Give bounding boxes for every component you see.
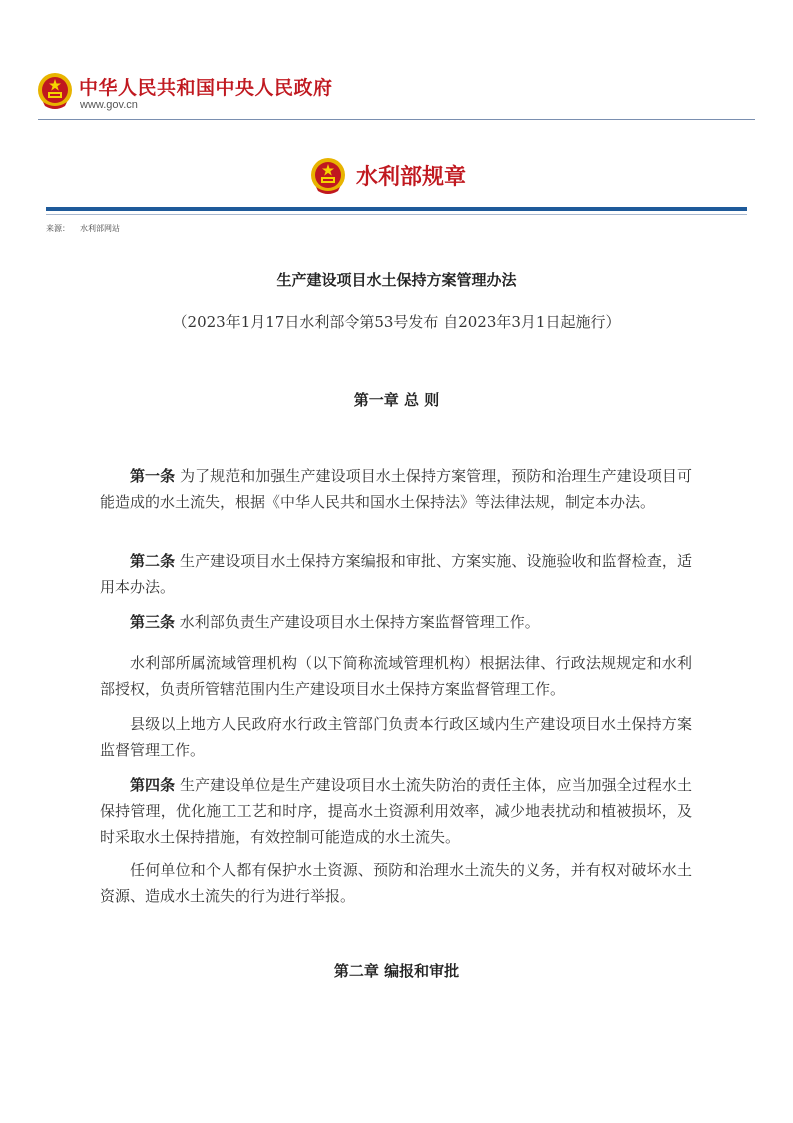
banner-divider-thin <box>46 214 747 215</box>
article-paragraph <box>100 772 692 850</box>
article-text: 生产建设单位是生产建设项目水土流失防治的责任主体，应当加强全过程水土保持管理，优化施工工艺和时序，提高水土资源利用效率，减少地表扰动和植被损坏，及时采取水土保持措施，有效控制可能造成的水土流失。 <box>100 776 692 846</box>
header-divider <box>38 119 755 120</box>
document-title: 生产建设项目水土保持方案管理办法 <box>276 271 517 289</box>
site-url[interactable]: www.gov.cn <box>80 99 138 111</box>
national-emblem-icon <box>309 157 347 195</box>
article-text: 水利部负责生产建设项目水土保持方案监督管理工作。 <box>179 613 540 631</box>
site-title[interactable]: 中华人民共和国中央人民政府 <box>79 77 333 99</box>
section-title: 水利部规章 <box>356 164 467 190</box>
article-paragraph <box>100 548 692 600</box>
article-label: 第三条 <box>130 613 176 631</box>
article-text: 生产建设项目水土保持方案编报和审批、方案实施、设施验收和监督检查，适用本办法。 <box>100 552 692 596</box>
article-label: 第二条 <box>130 552 176 570</box>
source-line <box>46 223 120 234</box>
article-paragraph <box>100 650 692 702</box>
chapter-heading: 第二章 编报和审批 <box>333 962 460 980</box>
source-value: 水利部网站 <box>80 224 120 233</box>
article-text: 县级以上地方人民政府水行政主管部门负责本行政区域内生产建设项目水土保持方案监督管理工作。 <box>100 715 692 759</box>
national-emblem-icon <box>37 72 73 110</box>
article-label: 第四条 <box>130 776 176 794</box>
banner-divider <box>46 207 747 211</box>
chapter-heading: 第一章 总 则 <box>353 391 440 409</box>
article-paragraph <box>100 857 692 909</box>
document-subtitle: （2023年1月17日水利部令第53号发布 自2023年3月1日起施行） <box>172 313 621 331</box>
article-text: 水利部所属流域管理机构（以下简称流域管理机构）根据法律、行政法规规定和水利部授权，负责所管辖范围内生产建设项目水土保持方案监督管理工作。 <box>100 654 692 698</box>
article-text: 任何单位和个人都有保护水土资源、预防和治理水土流失的义务，并有权对破坏水土资源、造成水土流失的行为进行举报。 <box>100 861 692 905</box>
article-label: 第一条 <box>130 467 176 485</box>
article-paragraph <box>100 609 692 635</box>
article-paragraph <box>100 711 692 763</box>
article-paragraph <box>100 463 692 515</box>
source-label: 来源： <box>46 224 70 233</box>
article-text: 为了规范和加强生产建设项目水土保持方案管理，预防和治理生产建设项目可能造成的水土流失，根据《中华人民共和国水土保持法》等法律法规，制定本办法。 <box>100 467 692 511</box>
